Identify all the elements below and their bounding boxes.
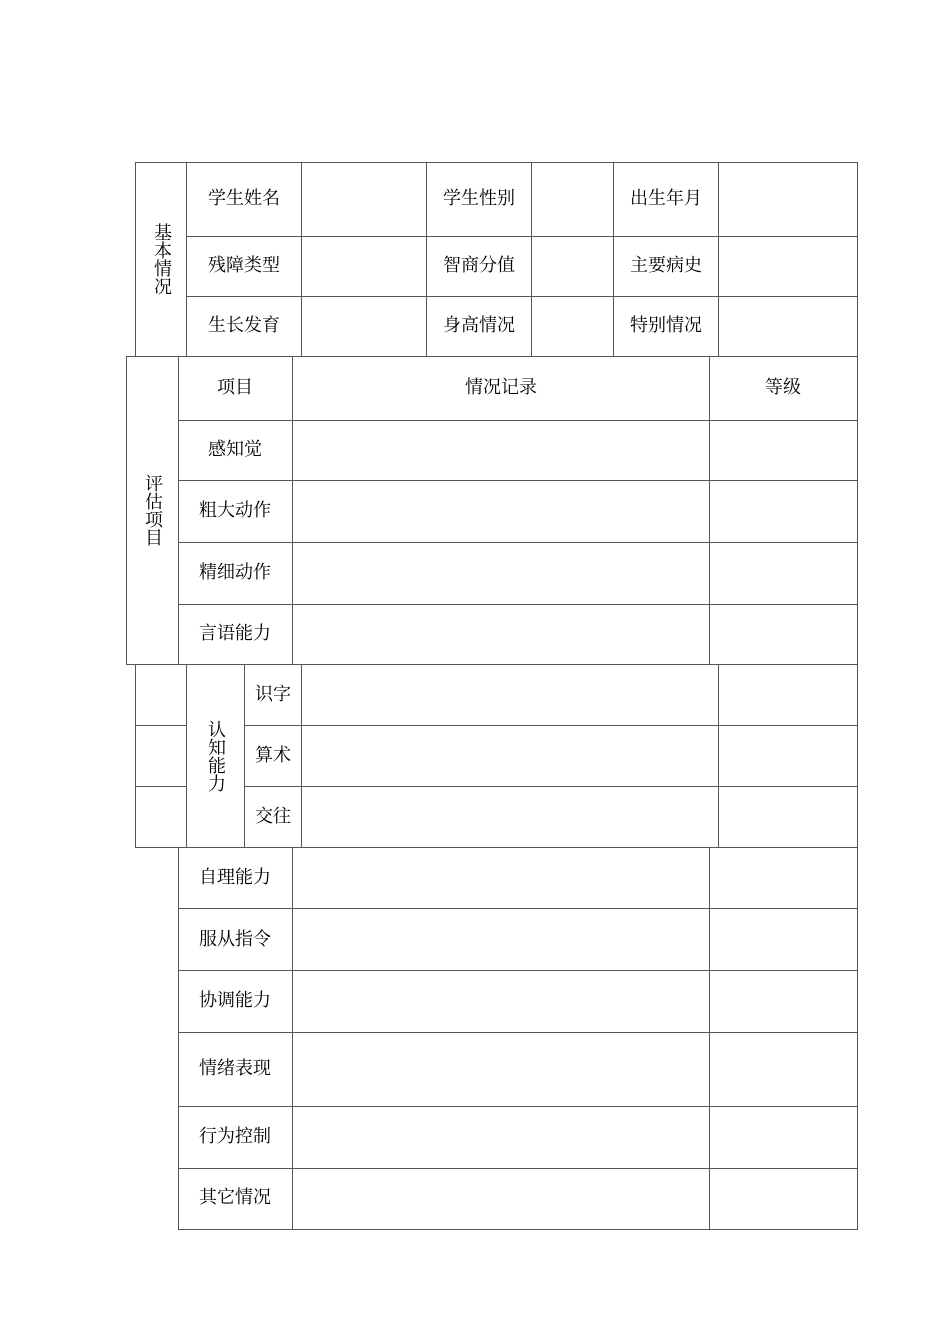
record-cell-behavior-control[interactable] xyxy=(293,1107,709,1168)
header-item: 项目 xyxy=(217,377,253,398)
record-cell-social[interactable] xyxy=(302,787,718,847)
medical-history-value[interactable] xyxy=(719,237,857,296)
grade-cell-literacy[interactable] xyxy=(719,665,857,725)
student-name-label: 学生姓名 xyxy=(208,188,280,209)
row-label-behavior-control: 行为控制 xyxy=(199,1126,271,1147)
row-label-emotion: 情绪表现 xyxy=(199,1058,271,1079)
record-cell-other[interactable] xyxy=(293,1169,709,1229)
basic-info-section-label: 基本情况 xyxy=(151,223,172,295)
growth-label: 生长发育 xyxy=(208,315,280,336)
row-label-arithmetic: 算术 xyxy=(255,745,291,766)
grade-cell-arithmetic[interactable] xyxy=(719,726,857,786)
row-label-gross-motor: 粗大动作 xyxy=(199,500,271,521)
grade-cell-behavior-control[interactable] xyxy=(710,1107,857,1168)
record-cell-gross-motor[interactable] xyxy=(293,481,709,542)
grade-cell-following-instructions[interactable] xyxy=(710,909,857,970)
header-grade: 等级 xyxy=(765,377,801,398)
row-label-following-instructions: 服从指令 xyxy=(199,929,271,950)
row-label-language: 言语能力 xyxy=(199,623,271,644)
record-cell-fine-motor[interactable] xyxy=(293,543,709,604)
height-label: 身高情况 xyxy=(443,315,515,336)
row-label-other: 其它情况 xyxy=(199,1187,271,1208)
grade-cell-perception[interactable] xyxy=(710,421,857,480)
grade-cell-language[interactable] xyxy=(710,605,857,664)
assessment-section-label: 评估项目 xyxy=(142,474,163,546)
height-value[interactable] xyxy=(532,297,613,356)
grade-cell-coordination[interactable] xyxy=(710,971,857,1032)
record-cell-emotion[interactable] xyxy=(293,1033,709,1106)
student-name-value[interactable] xyxy=(302,163,426,236)
row-label-social: 交往 xyxy=(255,806,291,827)
iq-label: 智商分值 xyxy=(443,255,515,276)
birth-date-label: 出生年月 xyxy=(630,188,702,209)
grade-cell-gross-motor[interactable] xyxy=(710,481,857,542)
record-cell-literacy[interactable] xyxy=(302,665,718,725)
disability-type-value[interactable] xyxy=(302,237,426,296)
row-label-coordination: 协调能力 xyxy=(199,990,271,1011)
record-cell-coordination[interactable] xyxy=(293,971,709,1032)
grade-cell-other[interactable] xyxy=(710,1169,857,1229)
disability-type-label: 残障类型 xyxy=(208,255,280,276)
student-gender-value[interactable] xyxy=(532,163,613,236)
special-value[interactable] xyxy=(719,297,857,356)
growth-value[interactable] xyxy=(302,297,426,356)
cognitive-ability-label: 认知能力 xyxy=(205,720,226,792)
iq-value[interactable] xyxy=(532,237,613,296)
record-cell-arithmetic[interactable] xyxy=(302,726,718,786)
record-cell-language[interactable] xyxy=(293,605,709,664)
special-label: 特别情况 xyxy=(630,315,702,336)
student-gender-label: 学生性别 xyxy=(443,188,515,209)
birth-date-value[interactable] xyxy=(719,163,857,236)
grade-cell-emotion[interactable] xyxy=(710,1033,857,1106)
grade-cell-social[interactable] xyxy=(719,787,857,847)
grade-cell-fine-motor[interactable] xyxy=(710,543,857,604)
record-cell-self-care[interactable] xyxy=(293,848,709,908)
row-label-literacy: 识字 xyxy=(255,684,291,705)
grade-cell-self-care[interactable] xyxy=(710,848,857,908)
row-label-self-care: 自理能力 xyxy=(199,867,271,888)
row-label-fine-motor: 精细动作 xyxy=(199,562,271,583)
record-cell-following-instructions[interactable] xyxy=(293,909,709,970)
record-cell-perception[interactable] xyxy=(293,421,709,480)
header-record: 情况记录 xyxy=(465,377,537,398)
row-label-perception: 感知觉 xyxy=(208,439,262,460)
medical-history-label: 主要病史 xyxy=(630,255,702,276)
